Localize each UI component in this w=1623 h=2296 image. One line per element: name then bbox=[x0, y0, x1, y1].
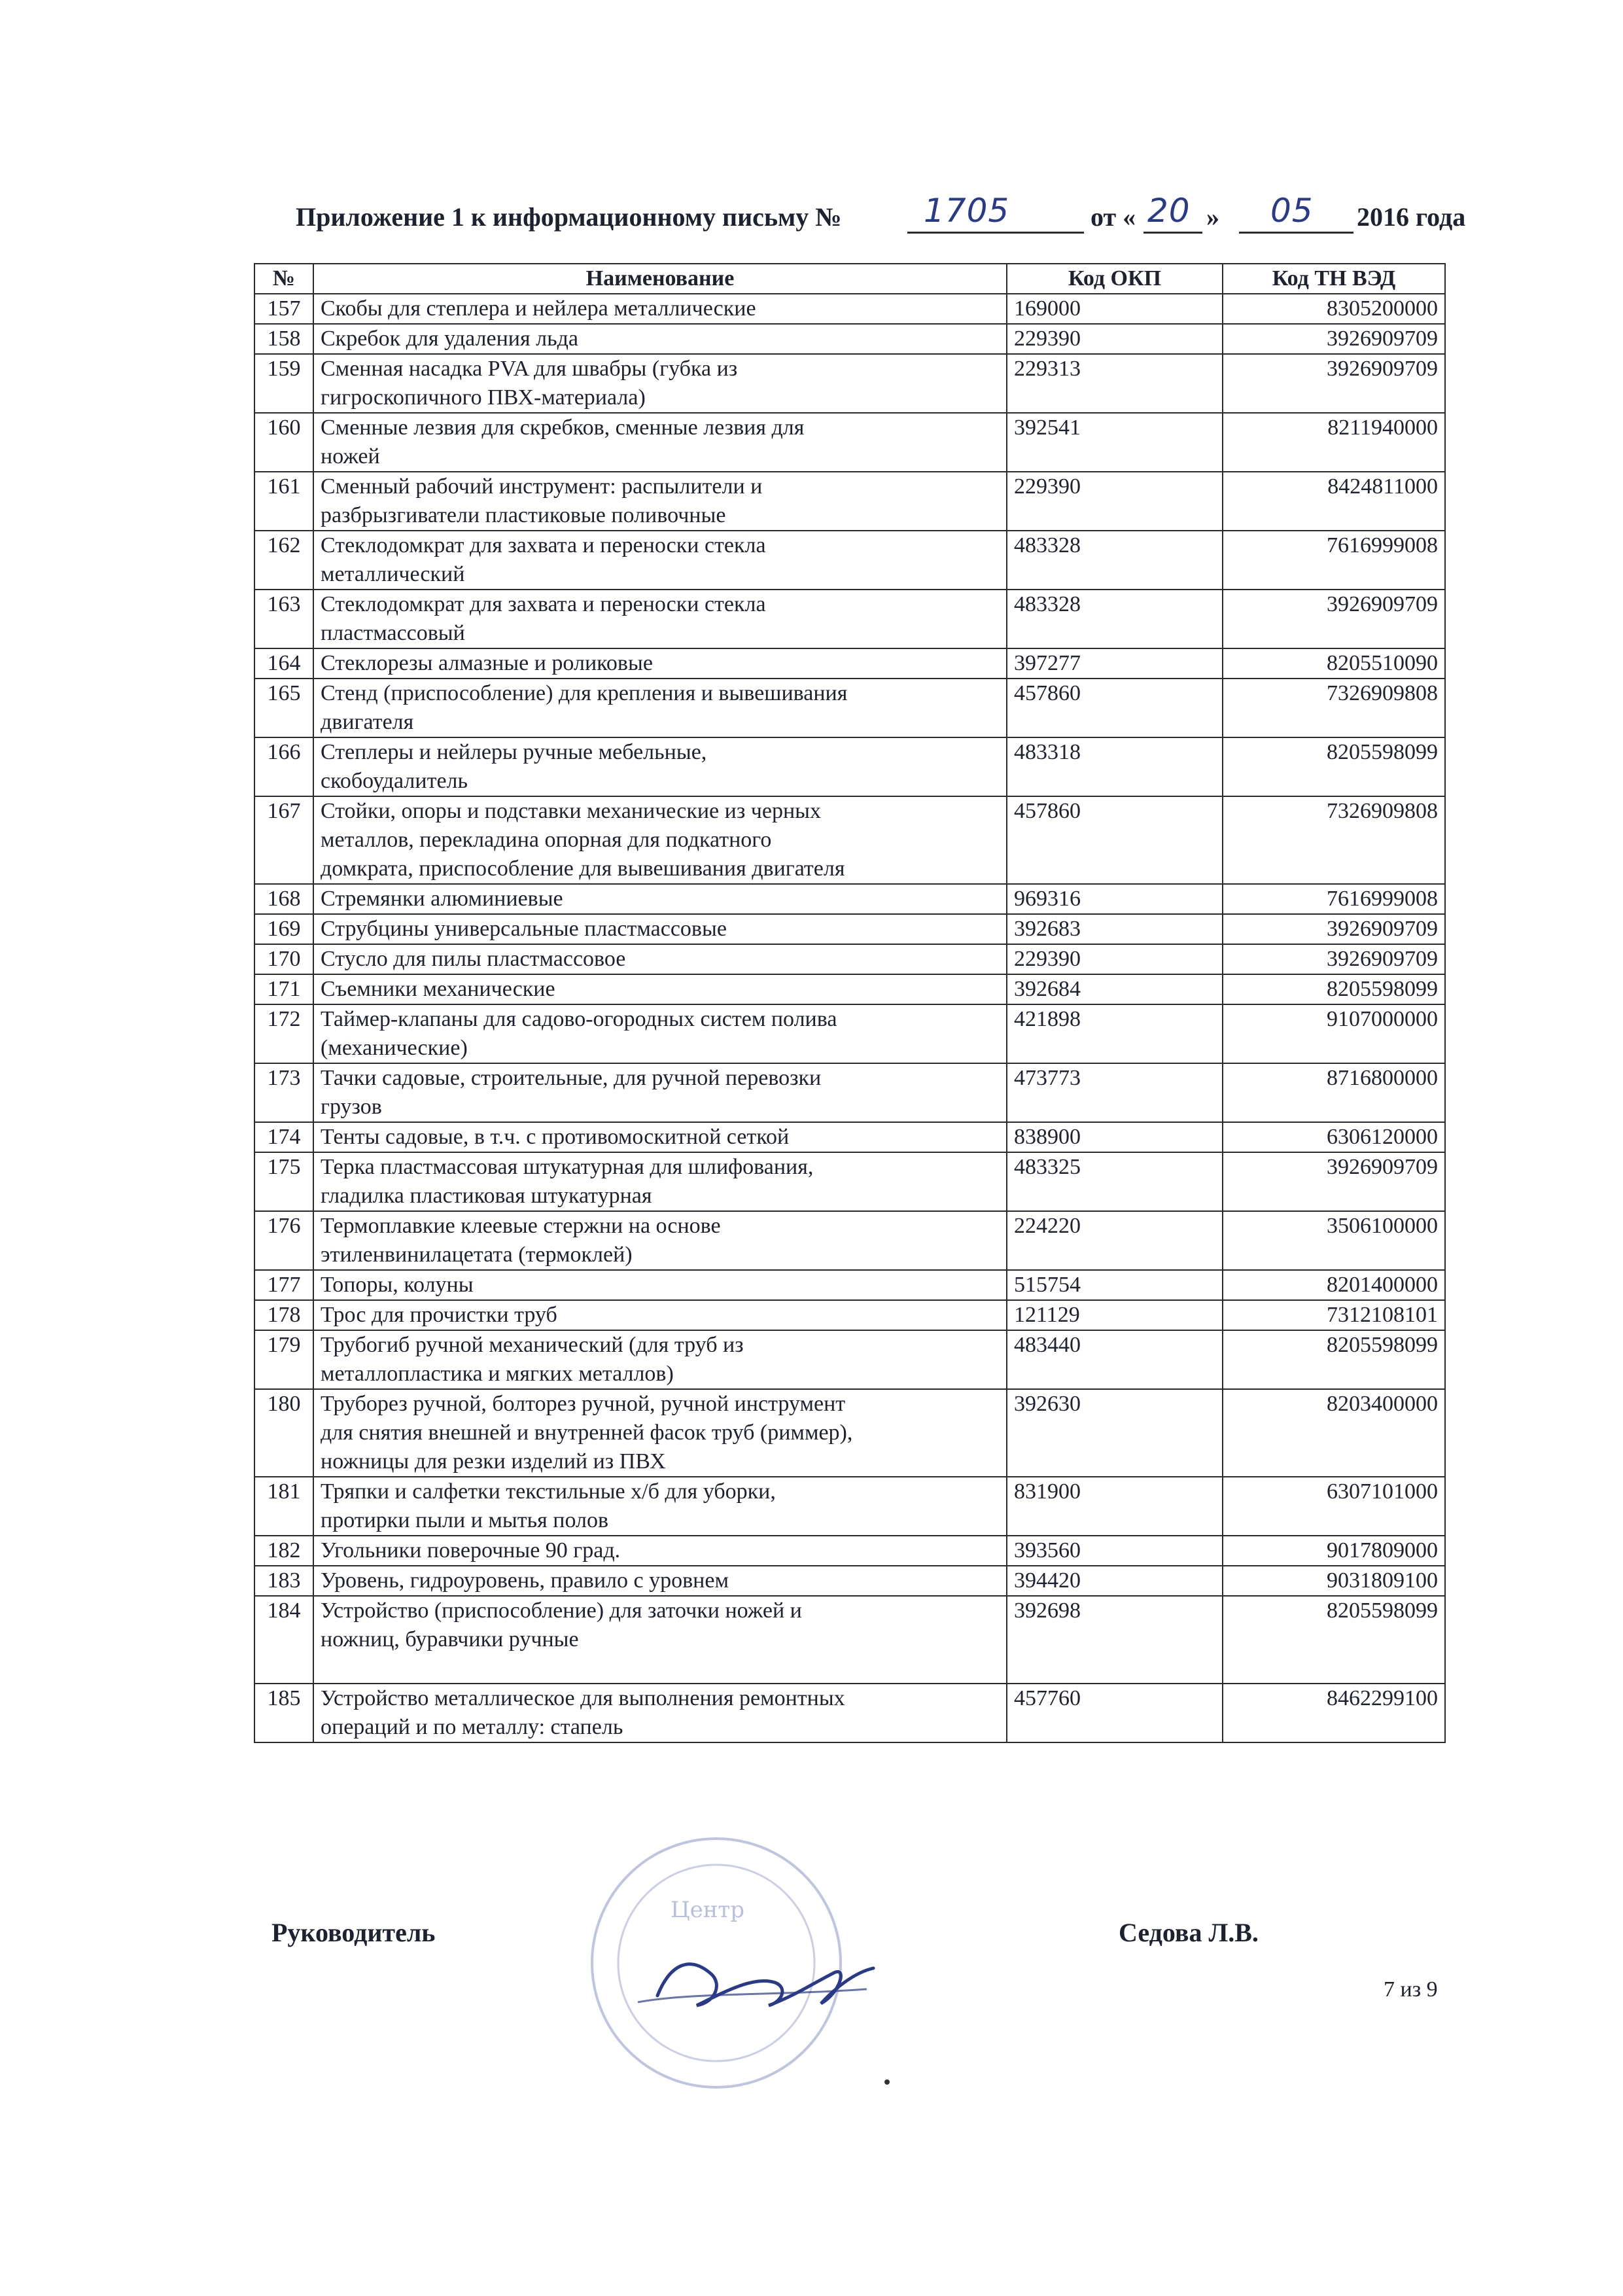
row-name-line: Труборез ручной, болторез ручной, ручной инструмент bbox=[321, 1392, 846, 1416]
row-tnved-code: 8305200000 bbox=[1223, 294, 1445, 324]
table-row bbox=[254, 914, 1445, 944]
row-name bbox=[313, 590, 1007, 648]
row-name-line: металлопластика и мягких металлов) bbox=[321, 1362, 674, 1386]
page-number: 7 из 9 bbox=[1384, 1977, 1438, 2002]
header-tnved: Код ТН ВЭД bbox=[1223, 264, 1445, 294]
row-number: 165 bbox=[254, 679, 313, 737]
row-tnved-code: 7616999008 bbox=[1223, 531, 1445, 590]
row-name-line: Струбцины универсальные пластмассовые bbox=[321, 917, 727, 941]
row-tnved-code: 8205598099 bbox=[1223, 1596, 1445, 1684]
table-row bbox=[254, 531, 1445, 590]
row-name bbox=[313, 1389, 1007, 1477]
row-name-line: Стенд (приспособление) для крепления и вывешивания bbox=[321, 681, 848, 705]
table-row bbox=[254, 648, 1445, 679]
row-number: 162 bbox=[254, 531, 313, 590]
row-name bbox=[313, 1536, 1007, 1566]
row-okp-code: 392541 bbox=[1007, 413, 1223, 472]
table-row bbox=[254, 413, 1445, 472]
row-tnved-code: 3926909709 bbox=[1223, 324, 1445, 354]
row-name-line: Трос для прочистки труб bbox=[321, 1303, 557, 1327]
row-name-line bbox=[321, 1654, 1000, 1683]
row-okp-code: 121129 bbox=[1007, 1300, 1223, 1330]
footer-signatory-name: Седова Л.В. bbox=[1119, 1918, 1259, 1947]
row-number: 179 bbox=[254, 1330, 313, 1389]
row-tnved-code: 9107000000 bbox=[1223, 1004, 1445, 1063]
table-row bbox=[254, 1004, 1445, 1063]
row-tnved-code: 3926909709 bbox=[1223, 1152, 1445, 1211]
day: 20 bbox=[1147, 192, 1191, 230]
scan-speck bbox=[884, 2079, 890, 2085]
row-okp-code: 229313 bbox=[1007, 354, 1223, 413]
row-name bbox=[313, 1063, 1007, 1122]
row-tnved-code: 6306120000 bbox=[1223, 1122, 1445, 1152]
row-name-line: Тенты садовые, в т.ч. с противомоскитной сеткой bbox=[321, 1125, 790, 1149]
row-name-line: Сменные лезвия для скребков, сменные лезвия для bbox=[321, 415, 805, 440]
row-name-line: Стойки, опоры и подставки механические из черных bbox=[321, 799, 821, 823]
row-okp-code: 969316 bbox=[1007, 884, 1223, 914]
table-row bbox=[254, 472, 1445, 531]
row-tnved-code: 8201400000 bbox=[1223, 1270, 1445, 1300]
row-number: 184 bbox=[254, 1596, 313, 1684]
row-name bbox=[313, 1211, 1007, 1270]
row-name-line: гигроскопичного ПВХ-материала) bbox=[321, 385, 646, 410]
letter-number: 1705 bbox=[924, 192, 1010, 230]
row-name bbox=[313, 796, 1007, 884]
row-name-line: Сменный рабочий инструмент: распылители и bbox=[321, 474, 763, 499]
row-tnved-code: 8205598099 bbox=[1223, 737, 1445, 796]
row-okp-code: 483328 bbox=[1007, 590, 1223, 648]
row-okp-code: 169000 bbox=[1007, 294, 1223, 324]
table-row bbox=[254, 1063, 1445, 1122]
row-name-line: домкрата, приспособление для вывешивания двигателя bbox=[321, 857, 845, 881]
row-name bbox=[313, 324, 1007, 354]
table-row bbox=[254, 884, 1445, 914]
row-tnved-code: 7326909808 bbox=[1223, 796, 1445, 884]
row-number: 157 bbox=[254, 294, 313, 324]
row-name-line: гладилка пластиковая штукатурная bbox=[321, 1184, 652, 1208]
table-row bbox=[254, 737, 1445, 796]
row-tnved-code: 3926909709 bbox=[1223, 914, 1445, 944]
row-name-line: металлический bbox=[321, 562, 465, 586]
document-header bbox=[296, 192, 1466, 245]
row-tnved-code: 3506100000 bbox=[1223, 1211, 1445, 1270]
row-okp-code: 393560 bbox=[1007, 1536, 1223, 1566]
table-row bbox=[254, 1596, 1445, 1684]
table-row bbox=[254, 354, 1445, 413]
table-row bbox=[254, 1211, 1445, 1270]
table-row bbox=[254, 796, 1445, 884]
round-seal-with-signature bbox=[559, 1832, 899, 2172]
day-underline bbox=[1143, 232, 1202, 234]
table-row bbox=[254, 679, 1445, 737]
row-tnved-code: 9031809100 bbox=[1223, 1566, 1445, 1596]
row-okp-code: 397277 bbox=[1007, 648, 1223, 679]
row-name bbox=[313, 1596, 1007, 1684]
row-name-line: Стеклодомкрат для захвата и переноски стекла bbox=[321, 533, 766, 557]
row-okp-code: 392683 bbox=[1007, 914, 1223, 944]
row-name-line: Угольники поверочные 90 град. bbox=[321, 1538, 621, 1563]
table-row bbox=[254, 1684, 1445, 1742]
row-name-line: разбрызгиватели пластиковые поливочные bbox=[321, 503, 726, 527]
row-name bbox=[313, 413, 1007, 472]
header-num: № bbox=[254, 264, 313, 294]
row-name-line: Терка пластмассовая штукатурная для шлифования, bbox=[321, 1155, 814, 1179]
table-row bbox=[254, 324, 1445, 354]
row-okp-code: 838900 bbox=[1007, 1122, 1223, 1152]
row-number: 159 bbox=[254, 354, 313, 413]
row-name-line: Трубогиб ручной механический (для труб из bbox=[321, 1333, 744, 1357]
row-name-line: Термоплавкие клеевые стержни на основе bbox=[321, 1214, 721, 1238]
row-name-line: Тряпки и салфетки текстильные х/б для уборки, bbox=[321, 1479, 776, 1504]
table-row bbox=[254, 1270, 1445, 1300]
row-okp-code: 229390 bbox=[1007, 472, 1223, 531]
table-row bbox=[254, 1300, 1445, 1330]
row-name-line: Съемники механические bbox=[321, 977, 555, 1001]
table-body bbox=[254, 294, 1445, 1742]
row-tnved-code: 9017809000 bbox=[1223, 1536, 1445, 1566]
row-name bbox=[313, 648, 1007, 679]
row-name bbox=[313, 737, 1007, 796]
row-number: 168 bbox=[254, 884, 313, 914]
row-number: 182 bbox=[254, 1536, 313, 1566]
row-name bbox=[313, 944, 1007, 974]
row-tnved-code: 7616999008 bbox=[1223, 884, 1445, 914]
row-okp-code: 515754 bbox=[1007, 1270, 1223, 1300]
row-name-line: двигателя bbox=[321, 710, 414, 734]
row-name-line: для снятия внешней и внутренней фасок труб (риммер), bbox=[321, 1421, 853, 1445]
row-name bbox=[313, 679, 1007, 737]
row-number: 174 bbox=[254, 1122, 313, 1152]
row-number: 176 bbox=[254, 1211, 313, 1270]
row-name-line: Тачки садовые, строительные, для ручной перевозки bbox=[321, 1066, 822, 1090]
row-tnved-code: 8462299100 bbox=[1223, 1684, 1445, 1742]
row-name bbox=[313, 1152, 1007, 1211]
row-name bbox=[313, 1330, 1007, 1389]
row-name-line: операций и по металлу: стапель bbox=[321, 1715, 623, 1739]
row-number: 170 bbox=[254, 944, 313, 974]
row-name-line: Скобы для степлера и нейлера металлические bbox=[321, 296, 756, 321]
row-name-line: этиленвинилацетата (термоклей) bbox=[321, 1243, 633, 1267]
table-row bbox=[254, 294, 1445, 324]
row-okp-code: 457760 bbox=[1007, 1684, 1223, 1742]
row-number: 178 bbox=[254, 1300, 313, 1330]
row-name bbox=[313, 974, 1007, 1004]
row-tnved-code: 8424811000 bbox=[1223, 472, 1445, 531]
year-text: 2016 года bbox=[1357, 202, 1466, 232]
row-name-line: протирки пыли и мытья полов bbox=[321, 1508, 609, 1532]
row-number: 177 bbox=[254, 1270, 313, 1300]
row-name-line: Степлеры и нейлеры ручные мебельные, bbox=[321, 740, 707, 764]
row-number: 183 bbox=[254, 1566, 313, 1596]
row-name bbox=[313, 354, 1007, 413]
row-name-line: Стеклодомкрат для захвата и переноски стекла bbox=[321, 592, 766, 616]
row-name-line: ножей bbox=[321, 444, 380, 468]
row-number: 175 bbox=[254, 1152, 313, 1211]
row-okp-code: 421898 bbox=[1007, 1004, 1223, 1063]
row-okp-code: 394420 bbox=[1007, 1566, 1223, 1596]
row-number: 172 bbox=[254, 1004, 313, 1063]
row-name-line: (механические) bbox=[321, 1036, 468, 1060]
row-tnved-code: 7312108101 bbox=[1223, 1300, 1445, 1330]
row-name-line: Стусло для пилы пластмассовое bbox=[321, 947, 626, 971]
row-okp-code: 457860 bbox=[1007, 796, 1223, 884]
row-number: 163 bbox=[254, 590, 313, 648]
row-tnved-code: 3926909709 bbox=[1223, 354, 1445, 413]
row-name-line: Топоры, колуны bbox=[321, 1273, 474, 1297]
table-row bbox=[254, 944, 1445, 974]
row-tnved-code: 3926909709 bbox=[1223, 590, 1445, 648]
row-number: 181 bbox=[254, 1477, 313, 1536]
row-number: 167 bbox=[254, 796, 313, 884]
row-okp-code: 392684 bbox=[1007, 974, 1223, 1004]
table-row bbox=[254, 1566, 1445, 1596]
row-number: 161 bbox=[254, 472, 313, 531]
row-okp-code: 229390 bbox=[1007, 324, 1223, 354]
row-name bbox=[313, 531, 1007, 590]
row-number: 185 bbox=[254, 1684, 313, 1742]
row-name-line: Стремянки алюминиевые bbox=[321, 887, 563, 911]
row-okp-code: 224220 bbox=[1007, 1211, 1223, 1270]
row-name bbox=[313, 1566, 1007, 1596]
row-number: 180 bbox=[254, 1389, 313, 1477]
month: 05 bbox=[1270, 192, 1314, 230]
row-number: 160 bbox=[254, 413, 313, 472]
row-okp-code: 483440 bbox=[1007, 1330, 1223, 1389]
row-name-line: Стеклорезы алмазные и роликовые bbox=[321, 651, 653, 675]
row-okp-code: 483318 bbox=[1007, 737, 1223, 796]
row-tnved-code: 6307101000 bbox=[1223, 1477, 1445, 1536]
table-row bbox=[254, 1122, 1445, 1152]
row-name bbox=[313, 294, 1007, 324]
row-name bbox=[313, 472, 1007, 531]
row-okp-code: 229390 bbox=[1007, 944, 1223, 974]
row-number: 164 bbox=[254, 648, 313, 679]
letter-number-underline bbox=[907, 232, 1084, 234]
header-prefix: Приложение 1 к информационному письму № bbox=[296, 202, 842, 232]
footer-position-label: Руководитель bbox=[271, 1918, 436, 1947]
row-tnved-code: 7326909808 bbox=[1223, 679, 1445, 737]
row-name-line: металлов, перекладина опорная для подкатного bbox=[321, 828, 772, 852]
row-name bbox=[313, 1300, 1007, 1330]
table-row bbox=[254, 1477, 1445, 1536]
row-name-line: Устройство (приспособление) для заточки ножей и bbox=[321, 1598, 802, 1623]
from-label: от « bbox=[1091, 202, 1136, 232]
row-name bbox=[313, 1270, 1007, 1300]
row-okp-code: 483325 bbox=[1007, 1152, 1223, 1211]
row-okp-code: 392630 bbox=[1007, 1389, 1223, 1477]
table-row bbox=[254, 1389, 1445, 1477]
table-row bbox=[254, 1330, 1445, 1389]
header-okp: Код ОКП bbox=[1007, 264, 1223, 294]
row-name-line: грузов bbox=[321, 1095, 382, 1119]
row-name bbox=[313, 1004, 1007, 1063]
table-row bbox=[254, 590, 1445, 648]
row-tnved-code: 8716800000 bbox=[1223, 1063, 1445, 1122]
row-tnved-code: 8203400000 bbox=[1223, 1389, 1445, 1477]
row-tnved-code: 8205598099 bbox=[1223, 974, 1445, 1004]
row-name bbox=[313, 914, 1007, 944]
row-okp-code: 457860 bbox=[1007, 679, 1223, 737]
row-number: 173 bbox=[254, 1063, 313, 1122]
products-table bbox=[254, 263, 1446, 1743]
row-name-line: скобоудалитель bbox=[321, 769, 468, 793]
row-name-line: ножницы для резки изделий из ПВХ bbox=[321, 1449, 666, 1474]
header-name: Наименование bbox=[313, 264, 1007, 294]
row-name bbox=[313, 1684, 1007, 1742]
table-row bbox=[254, 1152, 1445, 1211]
row-name-line: Сменная насадка PVA для швабры (губка из bbox=[321, 357, 738, 381]
row-tnved-code: 8205510090 bbox=[1223, 648, 1445, 679]
row-name bbox=[313, 884, 1007, 914]
row-number: 169 bbox=[254, 914, 313, 944]
row-name-line: пластмассовый bbox=[321, 621, 465, 645]
row-name-line: Скребок для удаления льда bbox=[321, 327, 579, 351]
row-tnved-code: 8205598099 bbox=[1223, 1330, 1445, 1389]
table-row bbox=[254, 1536, 1445, 1566]
row-okp-code: 831900 bbox=[1007, 1477, 1223, 1536]
row-name-line: ножниц, буравчики ручные bbox=[321, 1627, 579, 1651]
row-name-line: Уровень, гидроуровень, правило с уровнем bbox=[321, 1568, 729, 1593]
row-okp-code: 483328 bbox=[1007, 531, 1223, 590]
table-header-row bbox=[254, 264, 1445, 294]
row-okp-code: 473773 bbox=[1007, 1063, 1223, 1122]
row-name bbox=[313, 1477, 1007, 1536]
day-close-quote: » bbox=[1206, 202, 1219, 232]
row-number: 158 bbox=[254, 324, 313, 354]
row-number: 171 bbox=[254, 974, 313, 1004]
row-name-line: Устройство металлическое для выполнения ремонтных bbox=[321, 1686, 845, 1710]
table-row bbox=[254, 974, 1445, 1004]
row-tnved-code: 3926909709 bbox=[1223, 944, 1445, 974]
stamp-text: Центр bbox=[671, 1897, 745, 1923]
month-underline bbox=[1239, 232, 1353, 234]
row-name bbox=[313, 1122, 1007, 1152]
row-number: 166 bbox=[254, 737, 313, 796]
row-tnved-code: 8211940000 bbox=[1223, 413, 1445, 472]
row-name-line: Таймер-клапаны для садово-огородных систем полива bbox=[321, 1007, 837, 1031]
row-okp-code: 392698 bbox=[1007, 1596, 1223, 1684]
